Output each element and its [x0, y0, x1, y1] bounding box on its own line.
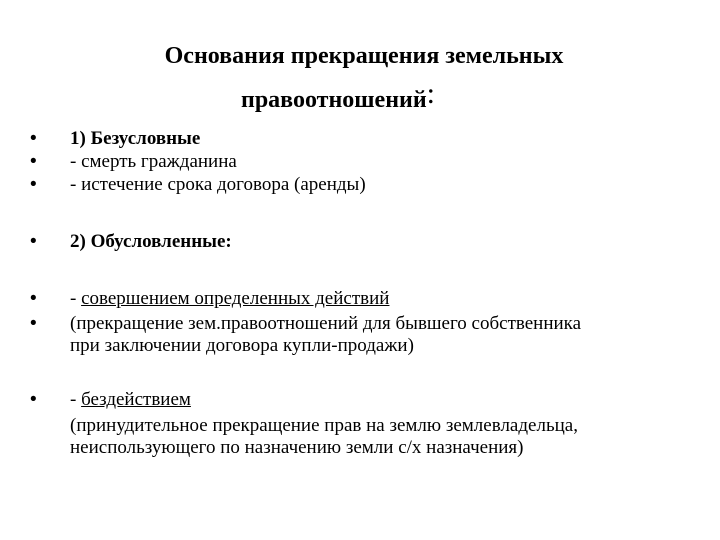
- list-item-text: [70, 288, 700, 310]
- bullet-icon: •: [30, 389, 37, 410]
- bullet-icon: •: [30, 174, 37, 195]
- list-item-text: [70, 389, 700, 411]
- list-item-death: [30, 151, 700, 173]
- list-item-lease-expiry: [30, 174, 700, 196]
- list-item-conditional: [30, 231, 700, 253]
- continuation-line2: неиспользующего по назначению земли с/х назначения): [70, 437, 524, 458]
- bullet-icon: •: [30, 231, 37, 252]
- title-colon: :: [426, 77, 436, 110]
- underlined-term: совершением определенных действий: [81, 288, 390, 309]
- bullet-icon: •: [30, 313, 37, 334]
- title-line2-text: правоотношений: [241, 87, 427, 113]
- list-item-termination-note: [30, 313, 700, 357]
- continuation-line1-a: (принудительное: [70, 415, 208, 436]
- list-item-text: 1) Безусловные: [70, 128, 201, 149]
- prefix: -: [70, 288, 82, 309]
- bullet-icon: •: [30, 288, 37, 309]
- continuation-line1: [70, 415, 710, 437]
- underlined-term: бездействием: [81, 389, 191, 410]
- list-item-text: 2) Обусловленные:: [70, 231, 232, 252]
- list-item-text: - смерть гражданина: [70, 151, 237, 172]
- bullet-icon: •: [30, 128, 37, 149]
- list-item-line2: при заключении договора купли-продажи): [70, 335, 414, 356]
- slide-title-line2: [241, 77, 436, 114]
- list-item-line1: (прекращение зем.правоотношений для бывшего собственника: [70, 313, 582, 334]
- prefix: -: [70, 389, 82, 410]
- list-item-unconditional: [30, 128, 700, 150]
- list-item-text: - истечение срока договора (аренды): [70, 174, 366, 195]
- list-item-inaction: [30, 389, 700, 411]
- continuation-line1-b: прекращение прав на землю землевладельца,: [207, 415, 578, 436]
- list-item-actions: [30, 288, 700, 310]
- slide-title-line1: Основания прекращения земельных: [164, 43, 564, 69]
- continuation-text: [70, 415, 710, 459]
- list-item-text: [70, 313, 700, 357]
- bullet-icon: •: [30, 151, 37, 172]
